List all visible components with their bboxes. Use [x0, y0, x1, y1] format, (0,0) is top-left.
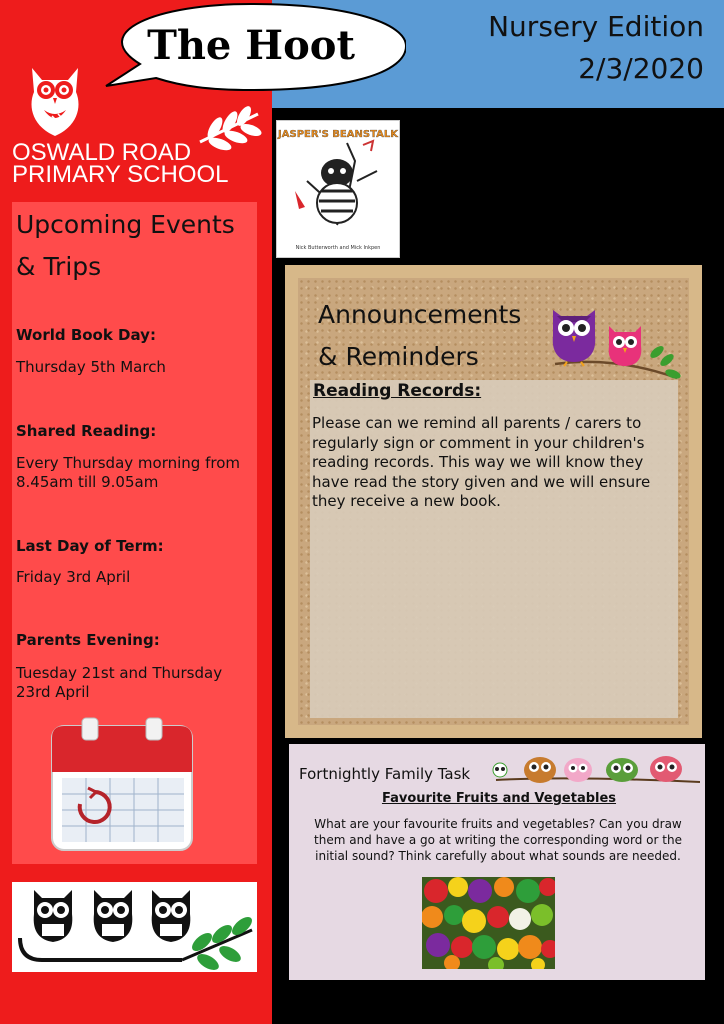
event-detail: Tuesday 21st and Thursday 23rd April	[16, 664, 223, 701]
vegetables-photo	[422, 877, 555, 969]
reading-records-text: Please can we remind all parents / carers to regularly sign or comment in your children's reading records. This way we will know they have read the story given and we will ensure they receive a new book.	[312, 414, 651, 510]
event-heading: World Book Day:	[16, 326, 156, 344]
event-heading: Shared Reading:	[16, 422, 157, 440]
owls-branch-image	[12, 882, 257, 972]
event-detail: Every Thursday morning from 8.45am till 9.05am	[16, 454, 240, 491]
events-title-line1: Upcoming Events	[16, 210, 235, 239]
edition-label: Nursery Edition	[488, 10, 704, 43]
school-name	[12, 139, 229, 188]
book-cover-art	[277, 121, 399, 257]
book-cover-image	[276, 120, 400, 258]
event-heading: Parents Evening:	[16, 631, 160, 649]
edition-block	[488, 6, 704, 90]
events-title	[16, 204, 256, 288]
owl-icon	[545, 300, 685, 382]
announcements-title	[318, 294, 548, 378]
edition-date: 2/3/2020	[578, 52, 704, 85]
book-authors: Nick Butterworth and Mick Inkpen	[295, 245, 381, 251]
school-name-line2: PRIMARY SCHOOL	[12, 161, 229, 188]
family-task-text: What are your favourite fruits and vegetables? Can you draw them and have a go at writing the corresponding word or the initial sound? Think carefully about what sounds are needed.	[314, 817, 682, 863]
announcements-title-line1: Announcements	[318, 300, 522, 329]
event-heading: Last Day of Term:	[16, 537, 164, 555]
calendar-icon	[50, 716, 195, 854]
newsletter-title: The Hoot	[147, 22, 355, 69]
book-title: JASPER'S BEANSTALK	[278, 129, 398, 140]
reading-records-heading: Reading Records:	[313, 381, 482, 401]
events-title-line2: & Trips	[16, 252, 102, 281]
school-name-line1: OSWALD ROAD	[12, 139, 192, 166]
owl-icon	[488, 752, 700, 788]
family-task-title: Fortnightly Family Task	[299, 765, 471, 783]
event-detail: Thursday 5th March	[16, 358, 166, 376]
owl-icon	[12, 882, 257, 972]
leaf-branch-icon	[182, 914, 255, 972]
family-task-subtitle: Favourite Fruits and Vegetables	[381, 791, 617, 806]
event-detail: Friday 3rd April	[16, 568, 131, 586]
announcements-title-line2: & Reminders	[318, 342, 479, 371]
